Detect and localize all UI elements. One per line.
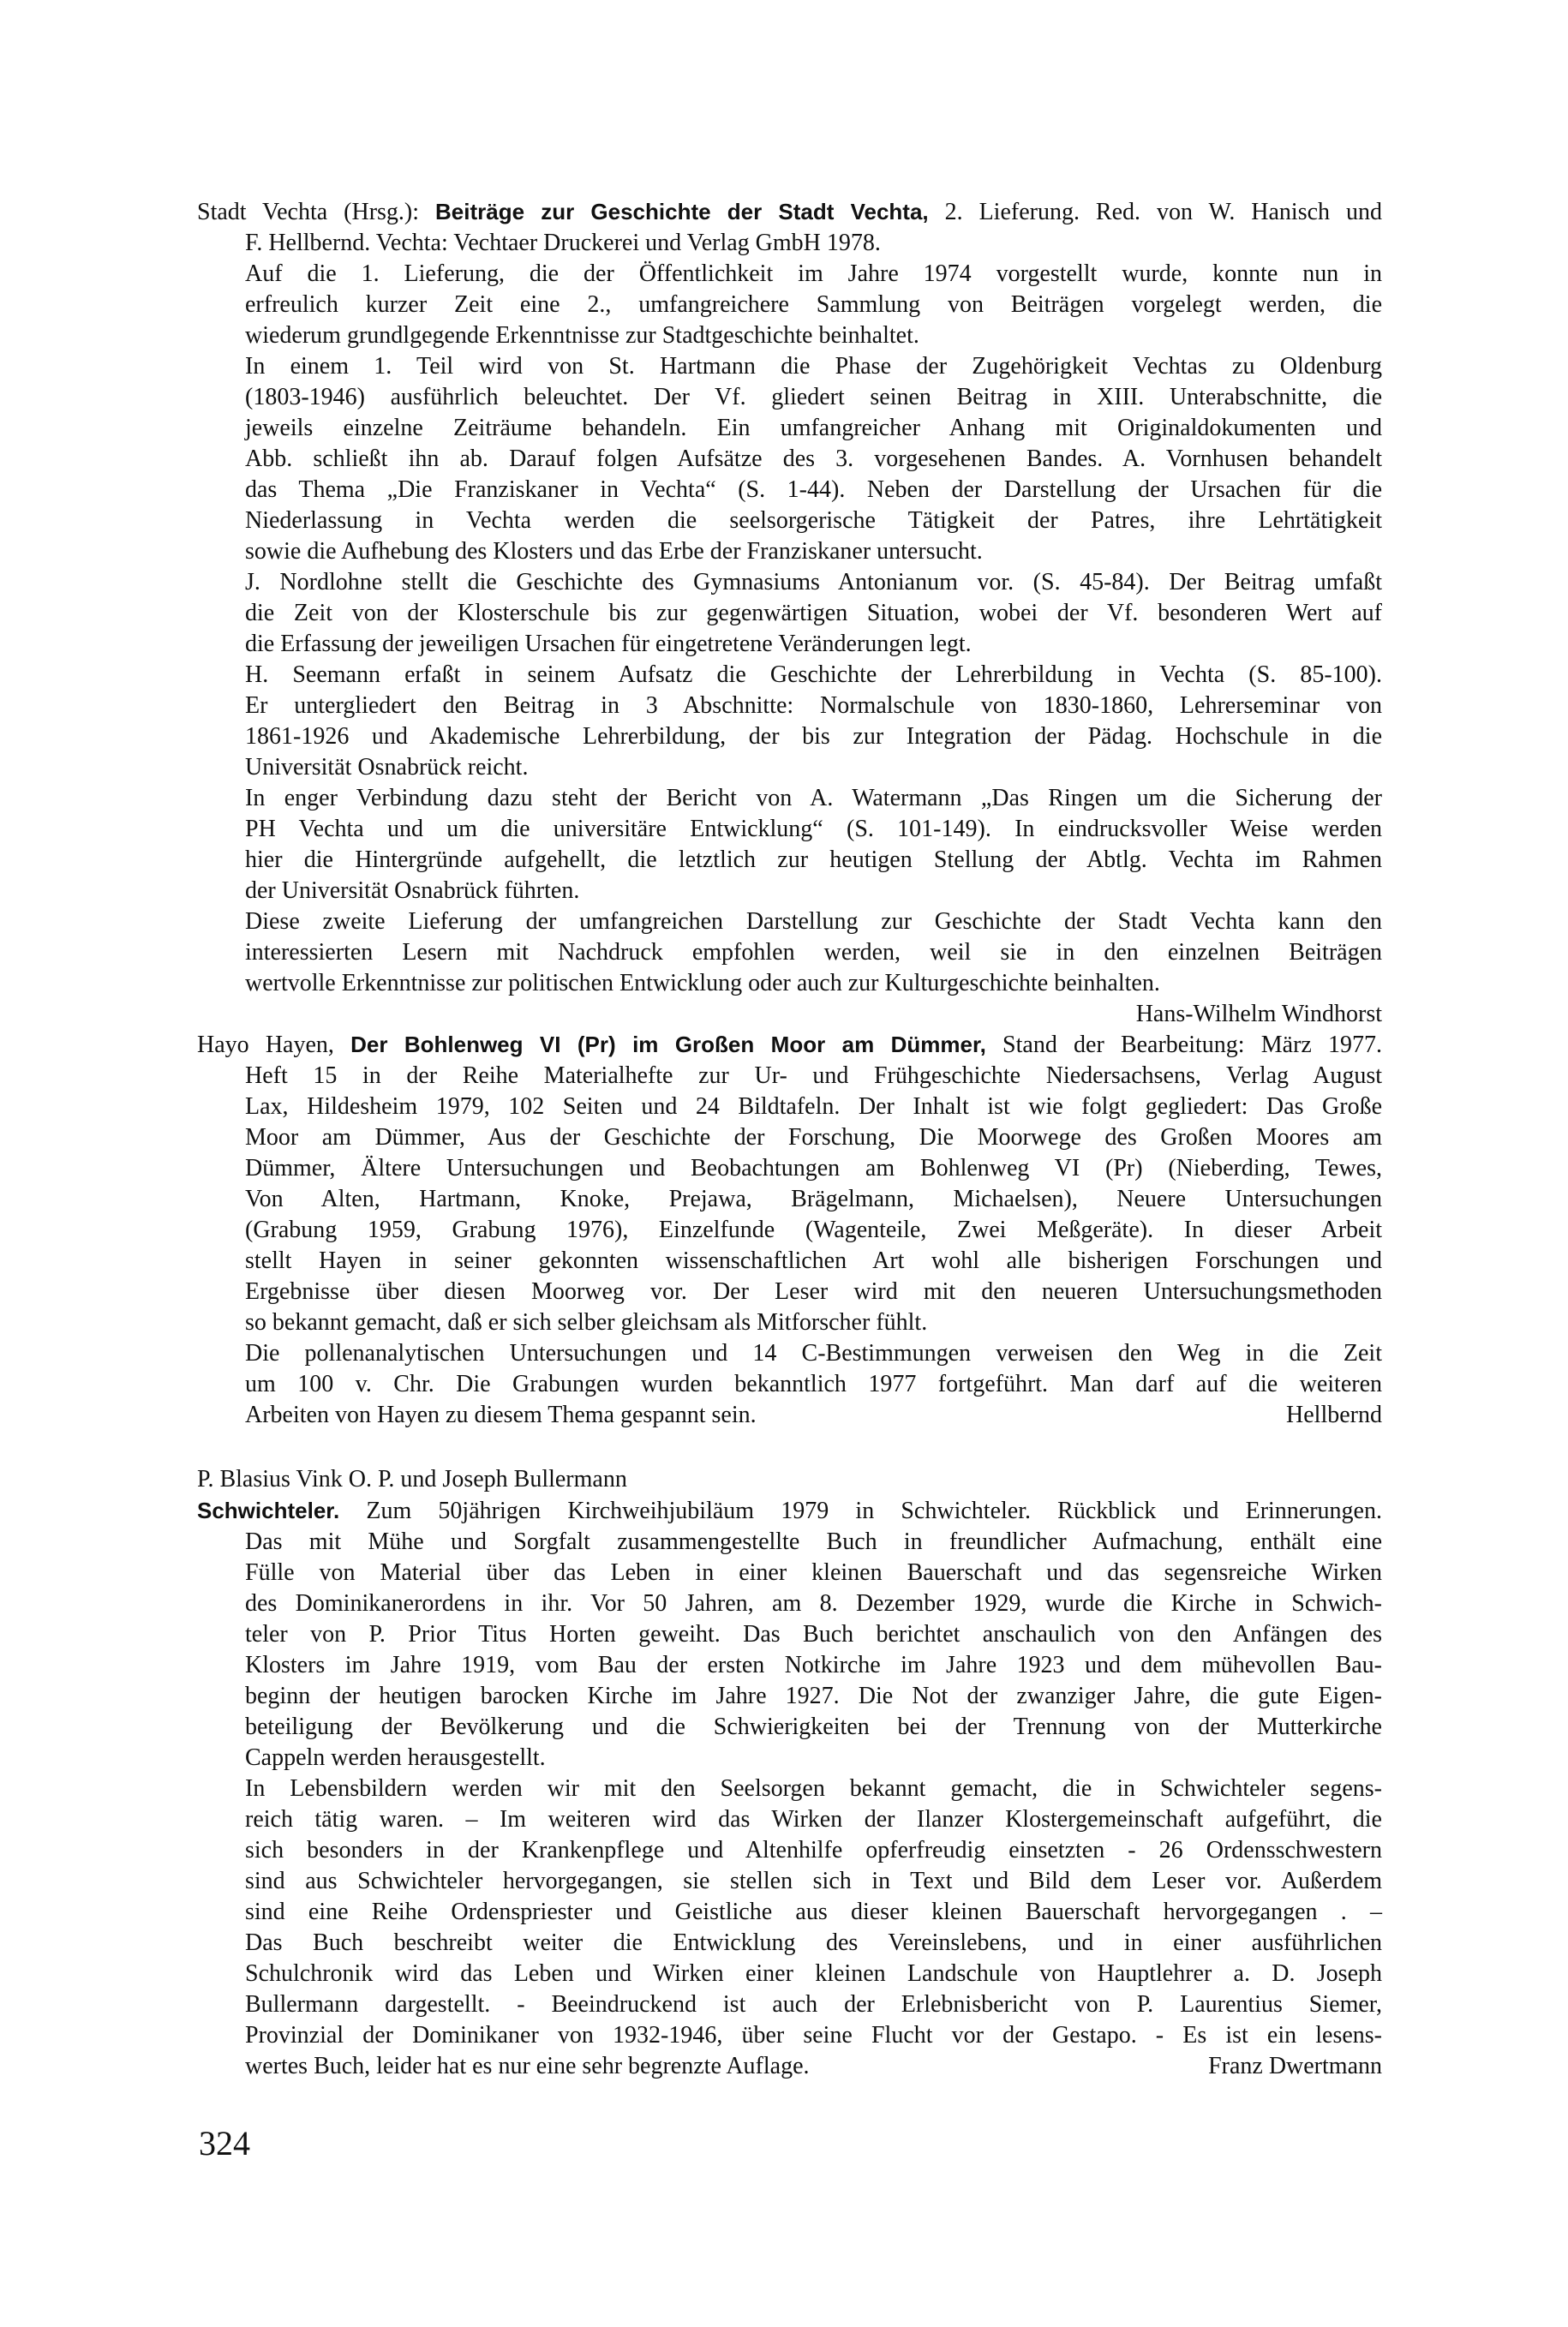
- body-line: In Lebensbildern werden wir mit den Seelsorgen bekannt gemacht, die in Schwichteler segens-: [245, 1775, 1382, 1802]
- body-line: F. Hellbernd. Vechta: Vechtaer Druckerei und Verlag GmbH 1978.: [245, 230, 881, 256]
- body-line: Die pollenanalytischen Untersuchungen und 14 C-Bestimmungen verweisen den Weg in die Zeit: [245, 1340, 1382, 1367]
- body-line: wertvolle Erkenntnisse zur politischen Entwicklung oder auch zur Kulturgeschichte beinhalten.: [245, 970, 1160, 996]
- body-line: 1861-1926 und Akademische Lehrerbildung, der bis zur Integration der Pädag. Hochschule in die: [245, 723, 1382, 750]
- body-line: Klosters im Jahre 1919, vom Bau der ersten Notkirche im Jahre 1923 und dem mühevollen Bau-: [245, 1652, 1382, 1678]
- review-schwichteler: [197, 1464, 1382, 2082]
- review-heading-line: [197, 1495, 1382, 1527]
- reviewer-signature: Franz Dwertmann: [1208, 2053, 1382, 2079]
- review-body: [197, 228, 1382, 999]
- book-title: Beiträge zur Geschichte der Stadt Vechta,: [435, 199, 929, 224]
- body-line: erfreulich kurzer Zeit eine 2., umfangreichere Sammlung von Beiträgen vorgelegt werden, die: [245, 291, 1382, 318]
- review-author-line: P. Blasius Vink O. P. und Joseph Bullermann: [197, 1466, 627, 1493]
- body-line: sich besonders in der Krankenpflege und Altenhilfe opferfreudig einsetzten - 26 Ordensschwestern: [245, 1837, 1382, 1863]
- body-line: J. Nordlohne stellt die Geschichte des Gymnasiums Antonianum vor. (S. 45-84). Der Beitrag umfaßt: [245, 569, 1382, 595]
- body-line: wiederum grundlgegende Erkenntnisse zur Stadtgeschichte beinhaltet.: [245, 322, 919, 349]
- body-line: Cappeln werden herausgestellt.: [245, 1744, 546, 1771]
- body-line: H. Seemann erfaßt in seinem Aufsatz die Geschichte der Lehrerbildung in Vechta (S. 85-100).: [245, 661, 1382, 688]
- body-line: Bullermann dargestellt. - Beeindruckend ist auch der Erlebnisbericht von P. Laurentius Siemer,: [245, 1991, 1382, 2018]
- body-line: die Erfassung der jeweiligen Ursachen für eingetretene Veränderungen legt.: [245, 631, 972, 657]
- body-line: Heft 15 in der Reihe Materialhefte zur Ur- und Frühgeschichte Niedersachsens, Verlag August: [245, 1062, 1382, 1089]
- body-line: In einem 1. Teil wird von St. Hartmann die Phase der Zugehörigkeit Vechtas zu Oldenburg: [245, 353, 1382, 380]
- body-line: um 100 v. Chr. Die Grabungen wurden bekanntlich 1977 fortgeführt. Man darf auf die weiteren: [245, 1371, 1382, 1397]
- review-body: [197, 1061, 1382, 1400]
- body-line: (1803-1946) ausführlich beleuchtet. Der Vf. gliedert seinen Beitrag in XIII. Unterabschnitte, die: [245, 384, 1382, 410]
- body-line: die Zeit von der Klosterschule bis zur gegenwärtigen Situation, wobei der Vf. besonderen Wert auf: [245, 600, 1382, 626]
- body-line: Das Buch beschreibt weiter die Entwicklung des Vereinslebens, und in einer ausführlichen: [245, 1929, 1382, 1956]
- final-line-with-signature: [197, 2051, 1382, 2082]
- review-signature-block: [197, 999, 1382, 1030]
- heading-text: Stand der Bearbeitung: März 1977.: [985, 1032, 1383, 1058]
- review-heading: [197, 1029, 1382, 1061]
- body-line: reich tätig waren. – Im weiteren wird das Wirken der Ilanzer Klostergemeinschaft aufgeführt, die: [245, 1806, 1382, 1833]
- body-line: beginn der heutigen barocken Kirche im Jahre 1927. Die Not der zwanziger Jahre, die gute Eigen-: [245, 1683, 1382, 1709]
- body-line: des Dominikanerordens in ihr. Vor 50 Jahren, am 8. Dezember 1929, wurde die Kirche in Schwich-: [245, 1590, 1382, 1617]
- book-title: Der Bohlenweg VI (Pr) im Großen Moor am Dümmer,: [350, 1032, 986, 1057]
- body-line: Provinzial der Dominikaner von 1932-1946, über seine Flucht vor der Gestapo. - Es ist ein lesens-: [245, 2022, 1382, 2049]
- review-heading-line: [197, 1029, 1382, 1061]
- body-line: das Thema „Die Franziskaner in Vechta“ (S. 1-44). Neben der Darstellung der Ursachen für die: [245, 476, 1382, 503]
- page-number: 324: [199, 2124, 250, 2162]
- review-stadt-vechta: [197, 196, 1382, 1030]
- body-line: der Universität Osnabrück führten.: [245, 877, 580, 904]
- heading-text: 2. Lieferung. Red. von W. Hanisch und: [928, 199, 1382, 225]
- body-line: interessierten Lesern mit Nachdruck empfohlen werden, weil sie in den einzelnen Beiträgen: [245, 939, 1382, 966]
- review-signature-block: [197, 2051, 1382, 2082]
- heading-text: Hayo Hayen,: [197, 1032, 351, 1058]
- body-line: Arbeiten von Hayen zu diesem Thema gespannt sein.: [245, 1402, 757, 1428]
- body-line: Von Alten, Hartmann, Knoke, Prejawa, Brägelmann, Michaelsen), Neuere Untersuchungen: [245, 1186, 1382, 1212]
- body-line: Das mit Mühe und Sorgfalt zusammengestellte Buch in freundlicher Aufmachung, enthält eine: [245, 1528, 1382, 1555]
- body-line: sind aus Schwichteler hervorgegangen, sie stellen sich in Text und Bild dem Leser vor. Außerdem: [245, 1868, 1382, 1894]
- review-signature-block: [197, 1400, 1382, 1431]
- body-line: jeweils einzelne Zeiträume behandeln. Ein umfangreicher Anhang mit Originaldokumenten und: [245, 415, 1382, 441]
- body-line: Abb. schließt ihn ab. Darauf folgen Aufsätze des 3. vorgesehenen Bandes. A. Vornhusen behandelt: [245, 446, 1382, 472]
- body-line: Lax, Hildesheim 1979, 102 Seiten und 24 Bildtafeln. Der Inhalt ist wie folgt gegliedert: Das Große: [245, 1093, 1382, 1120]
- review-heading: [197, 196, 1382, 228]
- body-line: PH Vechta und um die universitäre Entwicklung“ (S. 101-149). In eindrucksvoller Weise werden: [245, 816, 1382, 842]
- heading-text: Stadt Vechta (Hrsg.):: [197, 199, 435, 225]
- body-line: (Grabung 1959, Grabung 1976), Einzelfunde (Wagenteile, Zwei Meßgeräte). In dieser Arbeit: [245, 1217, 1382, 1243]
- review-body: [197, 1527, 1382, 2051]
- final-line-with-signature: [197, 1400, 1382, 1431]
- review-heading-line: [197, 196, 1382, 228]
- body-line: wertes Buch, leider hat es nur eine sehr begrenzte Auflage.: [245, 2053, 810, 2079]
- body-line: Er untergliedert den Beitrag in 3 Abschnitte: Normalschule von 1830-1860, Lehrerseminar von: [245, 692, 1382, 719]
- heading-text: Zum 50jährigen Kirchweihjubiläum 1979 in Schwichteler. Rückblick und Erinnerungen.: [339, 1498, 1382, 1524]
- review-heading: [197, 1495, 1382, 1527]
- body-line: In enger Verbindung dazu steht der Bericht von A. Watermann „Das Ringen um die Sicherung der: [245, 785, 1382, 811]
- body-line: Niederlassung in Vechta werden die seelsorgerische Tätigkeit der Patres, ihre Lehrtätigkeit: [245, 507, 1382, 534]
- body-line: Universität Osnabrück reicht.: [245, 754, 529, 781]
- reviewer-signature: Hans-Wilhelm Windhorst: [1135, 1001, 1382, 1027]
- body-line: so bekannt gemacht, daß er sich selber gleichsam als Mitforscher fühlt.: [245, 1309, 928, 1336]
- body-line: hier die Hintergründe aufgehellt, die letztlich zur heutigen Stellung der Abtlg. Vechta im Rahmen: [245, 846, 1382, 873]
- review-bohlenweg: [197, 1029, 1382, 1431]
- body-line: Diese zweite Lieferung der umfangreichen Darstellung zur Geschichte der Stadt Vechta kann den: [245, 908, 1382, 935]
- body-line: Dümmer, Ältere Untersuchungen und Beobachtungen am Bohlenweg VI (Pr) (Nieberding, Tewes,: [245, 1155, 1382, 1181]
- body-line: stellt Hayen in seiner gekonnten wissenschaftlichen Art wohl alle bisherigen Forschungen und: [245, 1247, 1382, 1274]
- reviewer-signature: Hellbernd: [1286, 1402, 1382, 1428]
- body-line: Moor am Dümmer, Aus der Geschichte der Forschung, Die Moorwege des Großen Moores am: [245, 1124, 1382, 1151]
- body-line: sind eine Reihe Ordenspriester und Geistliche aus dieser kleinen Bauerschaft hervorgegangen . –: [245, 1899, 1382, 1925]
- body-line: teler von P. Prior Titus Horten geweiht. Das Buch berichtet anschaulich von den Anfängen des: [245, 1621, 1382, 1648]
- book-title: Schwichteler.: [197, 1498, 340, 1523]
- body-line: sowie die Aufhebung des Klosters und das Erbe der Franziskaner untersucht.: [245, 538, 983, 565]
- body-line: Schulchronik wird das Leben und Wirken einer kleinen Landschule von Hauptlehrer a. D. Joseph: [245, 1960, 1382, 1987]
- review-author-line-block: [197, 1464, 1382, 1495]
- body-line: Ergebnisse über diesen Moorweg vor. Der Leser wird mit den neueren Untersuchungsmethoden: [245, 1278, 1382, 1305]
- body-line: Auf die 1. Lieferung, die der Öffentlichkeit im Jahre 1974 vorgestellt wurde, konnte nun in: [245, 260, 1382, 287]
- body-line: beteiligung der Bevölkerung und die Schwierigkeiten bei der Trennung von der Mutterkirche: [245, 1714, 1382, 1740]
- body-line: Fülle von Material über das Leben in einer kleinen Bauerschaft und das segensreiche Wirken: [245, 1559, 1382, 1586]
